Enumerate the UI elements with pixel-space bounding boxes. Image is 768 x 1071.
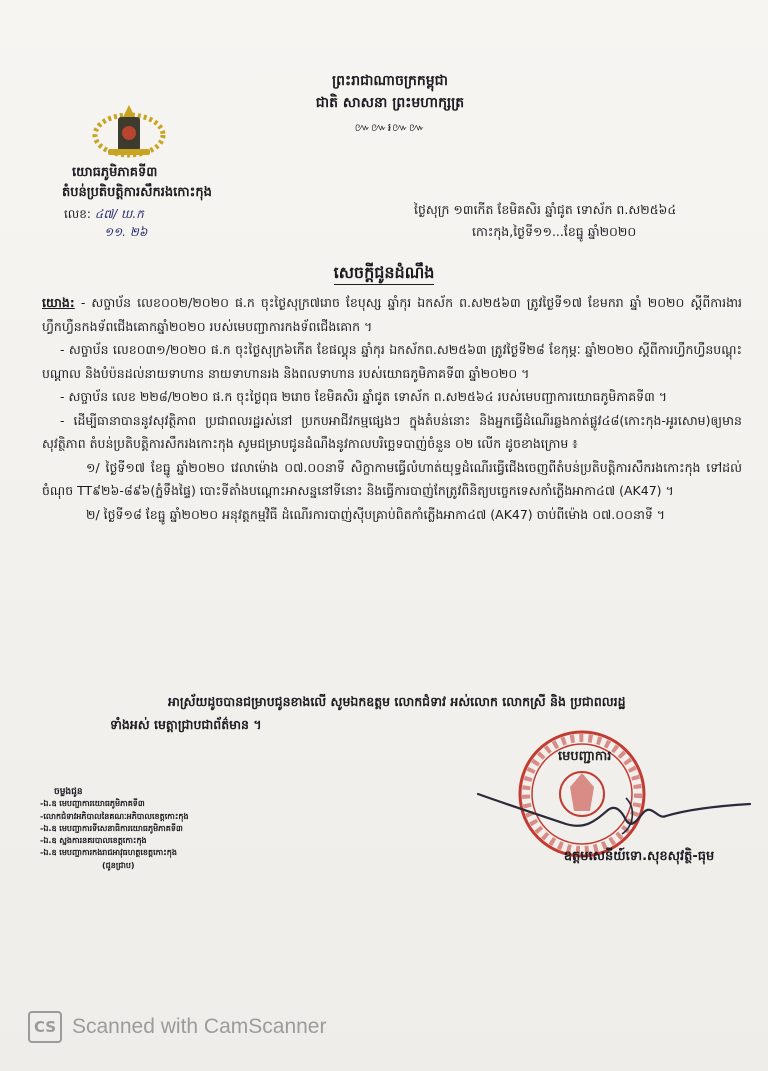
cc-recipient: -ឯ.ឧ មេបញ្ជាការកងរាជអាវុធហត្ថខេត្តកោះកុង [40, 848, 177, 858]
camscanner-watermark [28, 1012, 326, 1042]
cc-recipient: -លោកជំទាវអភិបាលនៃគណៈអភិបាលខេត្តកោះកុង [40, 811, 189, 821]
ref-handwritten-date: ១១. ២៦ [104, 225, 148, 239]
signatory-title: មេបញ្ជាការ [558, 749, 612, 764]
reference-number [64, 205, 147, 241]
organization-block [62, 163, 212, 203]
sub-unit-name: តំបន់ប្រតិបត្តិការសឹករងកោះកុង [62, 185, 212, 200]
ref-handwritten-number: ៤៧/ ឃ.ក [94, 207, 144, 221]
reference-3-text: - សច្ចាប័ន លេខ ២២៨/២០២០ ផ.ក ចុះថ្ងៃពុធ ២រោច ខែមិគសិរ ឆ្នាំជូត ទោស័ក ព.ស២៥៦៤ របស់មេបញ្ជាការយោធភូមិភាគទី៣ ។ [60, 389, 668, 404]
camscanner-logo-icon: CS [28, 1011, 62, 1043]
header-flourish: ៚៚៛៚៚ [354, 121, 426, 134]
subject-title-wrap [0, 262, 768, 286]
camscanner-text: Scanned with CamScanner [72, 1015, 327, 1038]
signer-name: ឧត្តមសេនីយ៍ទោ.សុខសុវត្ថិ-ធុម [563, 849, 715, 864]
closing-paragraph [110, 690, 750, 736]
cc-note: (ជូនជ្រាប) [102, 860, 135, 870]
copy-to-list [40, 786, 189, 872]
cc-recipient: -ឯ.ឧ ស្នងការនគរបាលខេត្តកោះកុង [40, 836, 147, 846]
reference-2-text: - សច្ចាប័ន លេខ០៣១/២០២០ ផ.ក ចុះថ្ងៃសុក្រ៦កើត ខែផល្គុន ឆ្នាំកុរ ឯកស័កព.ស២៥៦៣ ត្រូវថ្ងៃទី២៨ ខែកុម្ភៈ ឆ្នាំ២០២០ ស្ដីពីការហ្វឹកហ្វឺនបណ្ដុះបណ្ដាល និងបំប៉នដល់នាយទាហាន នាយទាហានរង និងពលទាហាន របស់យោធភូមិភាគទី៣ ឆ្នាំ២០២០ ។ [42, 342, 742, 381]
national-motto: ជាតិ សាសនា ព្រះមហាក្សត្រ [315, 95, 465, 111]
ref-label: លេខ: [64, 207, 91, 221]
references-heading: យោង: [42, 295, 75, 310]
army-emblem-icon [88, 103, 170, 161]
purpose-text: - ដើម្បីធានាបាននូវសុវត្ថិភាព ប្រជាពលរដ្ឋរស់នៅ ប្រកបអាជីវកម្មផ្សេងៗ ក្នុងតំបន់នោះ និងអ្នកធ្វើដំណើរឆ្លងកាត់ផ្លូវ៤៨(កោះកុង-អូរសោម)ឲ្យមានសុវត្ថិភាព តំបន់ប្រតិបត្តិការសឹករងកោះកុង សូមជម្រាបជូនដំណឹងនូវកាលបរិច្ឆេទបាញ់ចំនួន ០២ លើក ដូចខាងក្រោម ៖ [42, 412, 742, 451]
subject-title: សេចក្ដីជូនដំណឹង [334, 263, 435, 285]
closing-line-2: ទាំងអស់ មេត្តាជ្រាបជាព័ត៌មាន ។ [110, 717, 262, 732]
closing-line-1: អាស្រ័យដូចបានជម្រាបជូនខាងលើ សូមឯកឧត្តម លោកជំទាវ អស់លោក លោកស្រី និង ប្រជាពលរដ្ឋ [168, 694, 626, 709]
schedule-item-2: ២/ ថ្ងៃទី១៨ ខែធ្នូ ឆ្នាំ២០២០ អនុវត្តកម្មវិធី ដំណើរការបាញ់ស៊ីបគ្រាប់ពិតកាំភ្លើងអាកា៤៧ (AK47) ចាប់ពីម៉ោង ០៧.០០នាទី ។ [86, 506, 666, 522]
reference-1-text: - សច្ចាប័ន លេខ០០២/២០២០ ផ.ក ចុះថ្ងៃសុក្រ៧រោច ខែបុស្ស ឆ្នាំកុរ ឯកស័ក ព.ស២៥៦៣ ត្រូវថ្ងៃទី១៧ ខែមករា ឆ្នាំ ២០២០ ស្ដីពីការងារហ្វឹកហ្វឺនកងទ័ពជើងគោកឆ្នាំ២០២០ របស់មេបញ្ជាការកងទ័ពជើងគោក ។ [42, 295, 742, 334]
cc-recipient: -ឯ.ឧ មេបញ្ជាការទីសេនាធិការយោធភូមិភាគទី៣ [40, 823, 183, 833]
cc-recipient: -ឯ.ឧ មេបញ្ជាការយោធភូមិភាគទី៣ [40, 799, 145, 809]
letter-body [42, 291, 742, 526]
schedule-item-1: ១/ ថ្ងៃទី១៧ ខែធ្នូ ឆ្នាំ២០២០ វេលាម៉ោង ០៧.០០នាទី សិក្ខាកាមធ្វើលំហាត់យុទ្ធដំណើរធ្វើជើងចេញពីតំបន់ប្រតិបត្តិការសឹករងកោះកុង ទៅដល់ចំណុច TT៩២៦-៨៩៦(ភ្នំទឹងផ្ទៃ) បោះទីតាំងបណ្ដោះអាសន្ននៅទីនោះ និងធ្វើការបាញ់កែត្រូវពិនិត្យបច្ចេកទេសកាំភ្លើងអាកា៤៧ (AK47) ។ [42, 459, 742, 498]
lunar-date: ថ្ងៃសុក្រ ១៣កើត ខែមិគសិរ ឆ្នាំជូត ទោស័ក ព.ស២៥៦៤ [414, 202, 677, 217]
kingdom-title: ព្រះរាជាណាចក្រកម្ពុជា [331, 73, 448, 89]
unit-name: យោធភូមិភាគទី៣ [72, 165, 158, 180]
handwritten-signature [476, 790, 752, 840]
reference-paragraph-1 [42, 291, 742, 338]
date-block [414, 199, 754, 243]
cc-title: ចម្លងជូន [54, 787, 83, 797]
kingdom-header [270, 70, 510, 114]
place-date: កោះកុង,ថ្ងៃទី១១...ខែធ្នូ ឆ្នាំ២០២០ [472, 224, 637, 239]
